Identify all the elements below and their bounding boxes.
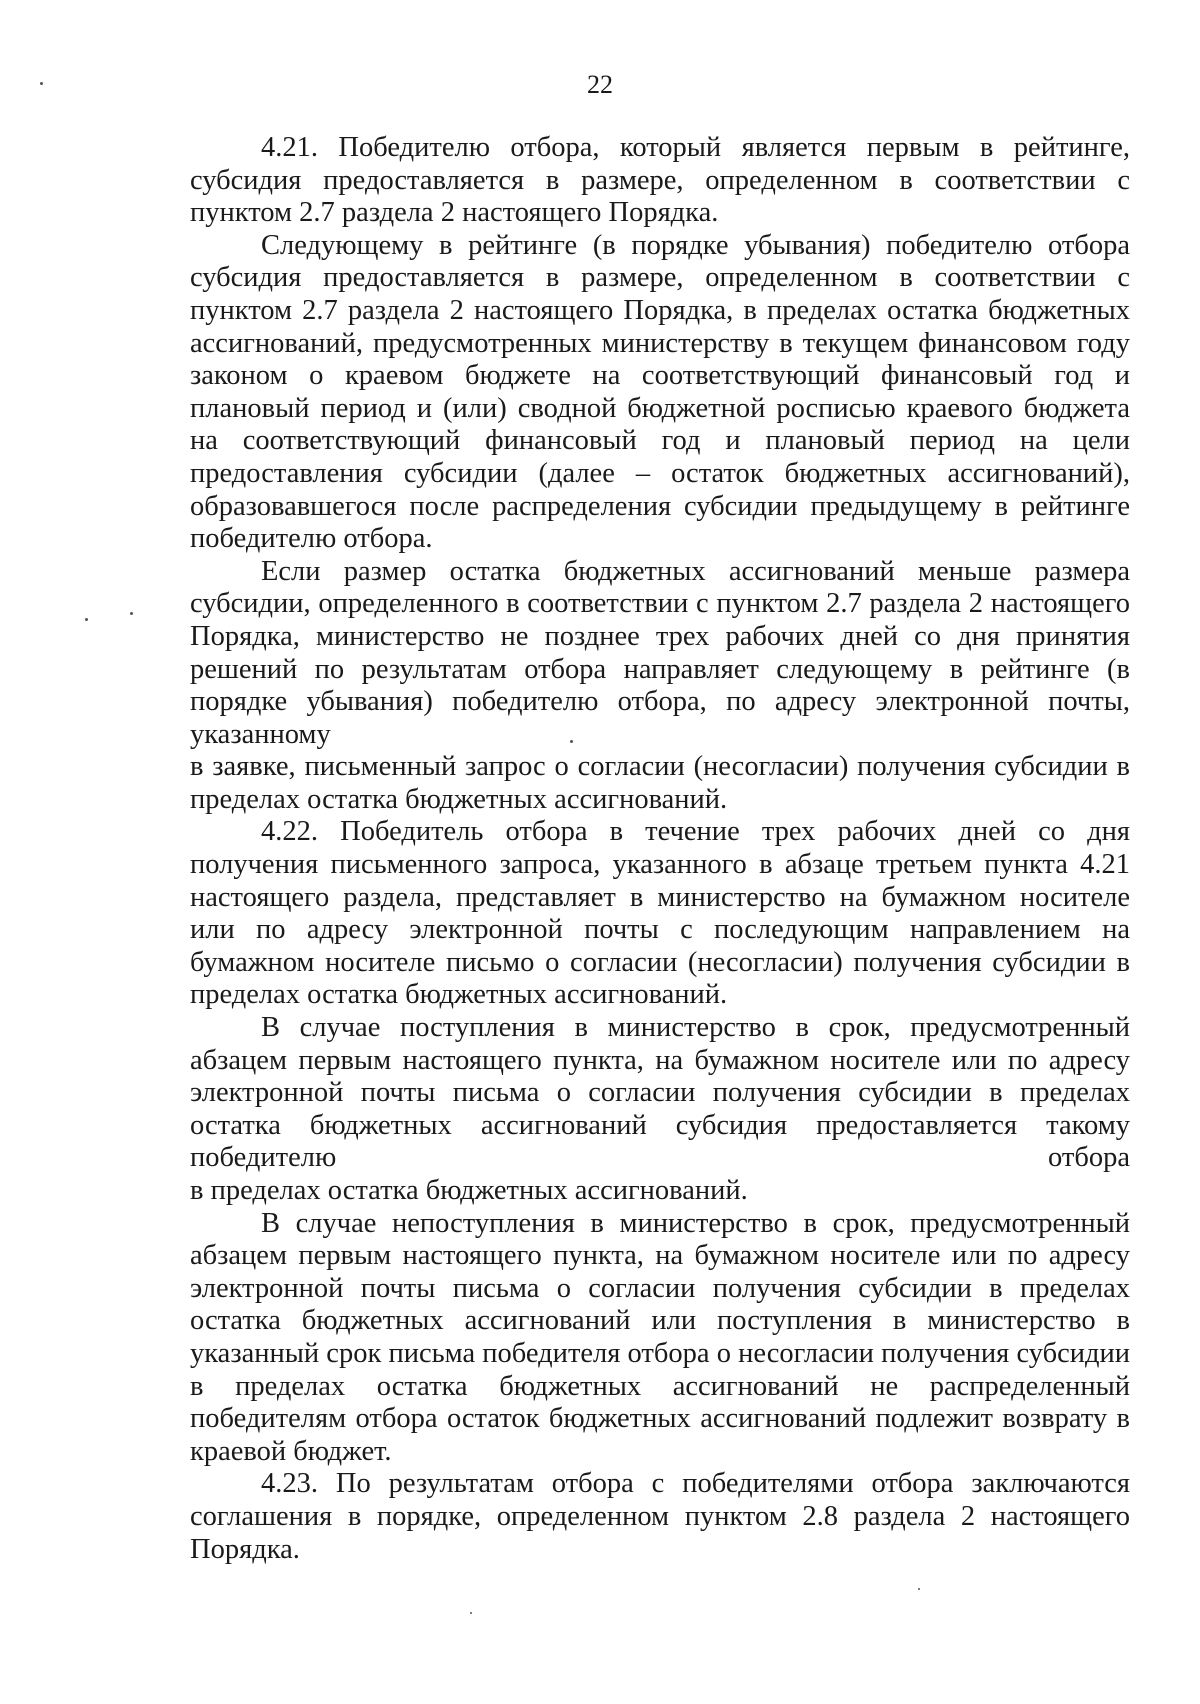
- paragraph-4-22: 4.22. Победитель отбора в течение трех рабочих дней со дня получения письменного запроса, указанного в абзаце третьем пункта 4.21 настоящего раздела, представляет в министерство на бумажном носителе или по адресу электронной почты с последующим направлением на бумажном носителе письмо о согласии (несогласии) получения субсидии в пределах остатка бюджетных ассигнований.: [190, 816, 1130, 1011]
- scan-speck: [918, 1588, 920, 1590]
- scan-speck: [85, 618, 88, 621]
- document-body: [190, 132, 1130, 1566]
- paragraph-consent-continuation: в пределах остатка бюджетных ассигнований.: [190, 1175, 748, 1206]
- page-number: 22: [587, 70, 613, 99]
- scan-speck: [470, 1612, 472, 1614]
- scan-speck: [40, 82, 43, 85]
- paragraph-4-23: 4.23. По результатам отбора с победителями отбора заключаются соглашения в порядке, определенном пунктом 2.8 раздела 2 настоящего Порядка.: [190, 1468, 1130, 1565]
- paragraph-insufficient-balance: Если размер остатка бюджетных ассигнований меньше размера субсидии, определенного в соответствии с пунктом 2.7 раздела 2 настоящего Порядка, министерство не позднее трех рабочих дней со дня принятия решений по результатам отбора направляет следующему в рейтинге (в порядке убывания) победителю отбора, по адресу электронной почты, указанному: [190, 555, 1130, 750]
- paragraph-next-winner: Следующему в рейтинге (в порядке убывания) победителю отбора субсидия предоставляется в размере, определенном в соответствии с пунктом 2.7 раздела 2 настоящего Порядка, в пределах остатка бюджетных ассигнований, предусмотренных министерству в текущем финансовом году законом о краевом бюджете на соответствующий финансовый год и плановый период и (или) сводной бюджетной росписью краевого бюджета на соответствующий финансовый год и плановый период на цели предоставления субсидии (далее – остаток бюджетных ассигнований), образовавшегося после распределения субсидии предыдущему в рейтинге победителю отбора.: [190, 229, 1130, 555]
- paragraph-request-continuation: в заявке, письменный запрос о согласии (несогласии) получения субсидии в пределах остатка бюджетных ассигнований.: [190, 751, 1130, 815]
- paragraph-non-receipt-case: В случае непоступления в министерство в срок, предусмотренный абзацем первым настоящего пункта, на бумажном носителе или по адресу электронной почты письма о согласии получения субсидии в пределах остатка бюджетных ассигнований или поступления в министерство в указанный срок письма победителя отбора о несогласии получения субсидии в пределах остатка бюджетных ассигнований не распределенный победителям отбора остаток бюджетных ассигнований подлежит возврату в краевой бюджет.: [190, 1207, 1130, 1467]
- scan-speck: [570, 740, 573, 743]
- scan-speck: [130, 612, 133, 615]
- paragraph-consent-case: В случае поступления в министерство в срок, предусмотренный абзацем первым настоящего пункта, на бумажном носителе или по адресу электронной почты письма о согласии получения субсидии в пределах остатка бюджетных ассигнований субсидия предоставляется такому победителю отбора: [190, 1012, 1130, 1174]
- paragraph-4-21: 4.21. Победителю отбора, который является первым в рейтинге, субсидия предоставляется в размере, определенном в соответствии с пунктом 2.7 раздела 2 настоящего Порядка.: [190, 132, 1130, 229]
